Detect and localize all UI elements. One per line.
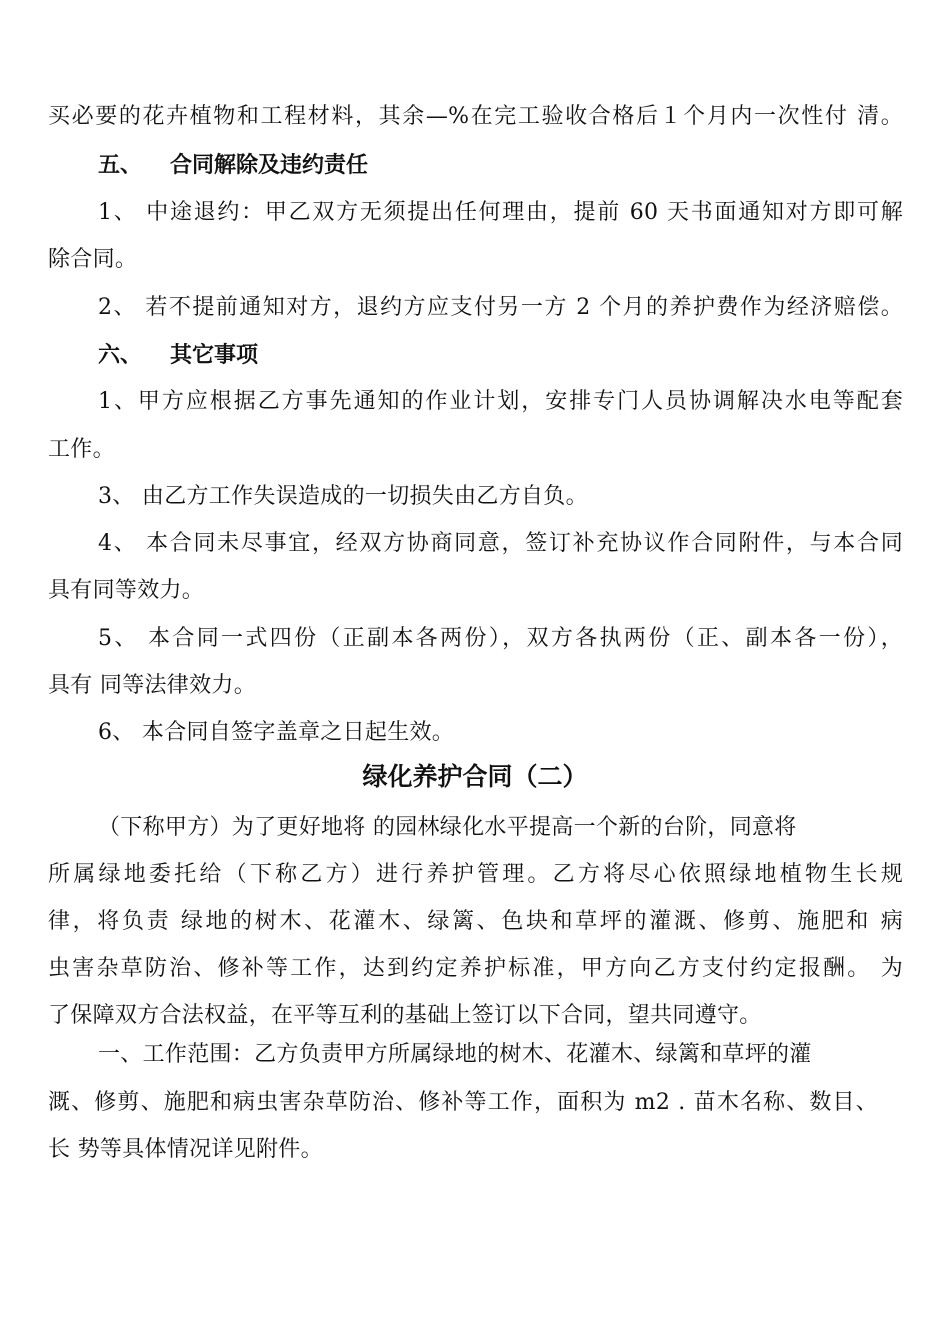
section-5-number: 五、 bbox=[98, 152, 143, 178]
contract-2-intro-line-2: 所属绿地委托给（下称乙方）进行养护管理。乙方将尽心依照绿地植物生长规 bbox=[48, 862, 903, 887]
payment-terms-continuation: 买必要的花卉植物和工程材料，其余—%在完工验收合格后１个月内一次性付 清。 bbox=[48, 104, 903, 129]
section-5-heading bbox=[98, 150, 368, 180]
section-6-item-6-line-1: 6、 本合同自签字盖章之日起生效。 bbox=[98, 720, 455, 745]
contract-2-title: 绿化养护合同（二） bbox=[362, 762, 588, 791]
contract-2-scope-line-1: 一、工作范围：乙方负责甲方所属绿地的树木、花灌木、绿篱和草坪的灌 bbox=[98, 1042, 812, 1067]
section-6-item-1-line-1: 1、甲方应根据乙方事先通知的作业计划，安排专门人员协调解决水电等配套 bbox=[98, 389, 903, 414]
section-5-title: 合同解除及违约责任 bbox=[170, 152, 369, 178]
section-5-item-1-line-2: 除合同。 bbox=[48, 247, 138, 272]
contract-2-intro-line-5: 了保障双方合法权益，在平等互利的基础上签订以下合同，望共同遵守。 bbox=[48, 1003, 762, 1028]
section-6-item-3-line-1: 3、 由乙方工作失误造成的一切损失由乙方自负。 bbox=[98, 484, 588, 509]
section-6-item-1-line-2: 工作。 bbox=[48, 437, 115, 462]
contract-2-intro-line-1: （下称甲方）为了更好地将 的园林绿化水平提高一个新的台阶，同意将 bbox=[98, 815, 797, 840]
contract-2-intro-line-3: 律，将负责 绿地的树木、花灌木、绿篱、色块和草坪的灌溉、修剪、施肥和 病 bbox=[48, 909, 903, 934]
section-6-heading bbox=[98, 340, 258, 370]
section-5-item-1-line-1: 1、 中途退约：甲乙双方无须提出任何理由，提前 60 天书面通知对方即可解 bbox=[98, 200, 903, 225]
section-6-number: 六、 bbox=[98, 342, 143, 368]
section-6-title: 其它事项 bbox=[170, 342, 259, 368]
section-5-item-2-line-1: 2、 若不提前通知对方，退约方应支付另一方 2 个月的养护费作为经济赔偿。 bbox=[98, 295, 903, 320]
contract-2-scope-line-3: 长 势等具体情况详见附件。 bbox=[48, 1137, 323, 1162]
contract-2-intro-line-4: 虫害杂草防治、修补等工作，达到约定养护标准，甲方向乙方支付约定报酬。 为 bbox=[48, 956, 903, 981]
section-6-item-4-line-2: 具有同等效力。 bbox=[48, 578, 205, 603]
section-6-item-5-line-1: 5、 本合同一式四份（正副本各两份），双方各执两份（正、副本各一份）， bbox=[98, 626, 903, 651]
section-6-item-4-line-1: 4、 本合同未尽事宜，经双方协商同意，签订补充协议作合同附件，与本合同 bbox=[98, 531, 903, 556]
contract-2-scope-line-2: 溉、修剪、施肥和病虫害杂草防治、修补等工作，面积为 m2 . 苗木名称、数目、 bbox=[48, 1090, 878, 1115]
section-6-item-5-line-2: 具有 同等法律效力。 bbox=[48, 673, 256, 698]
